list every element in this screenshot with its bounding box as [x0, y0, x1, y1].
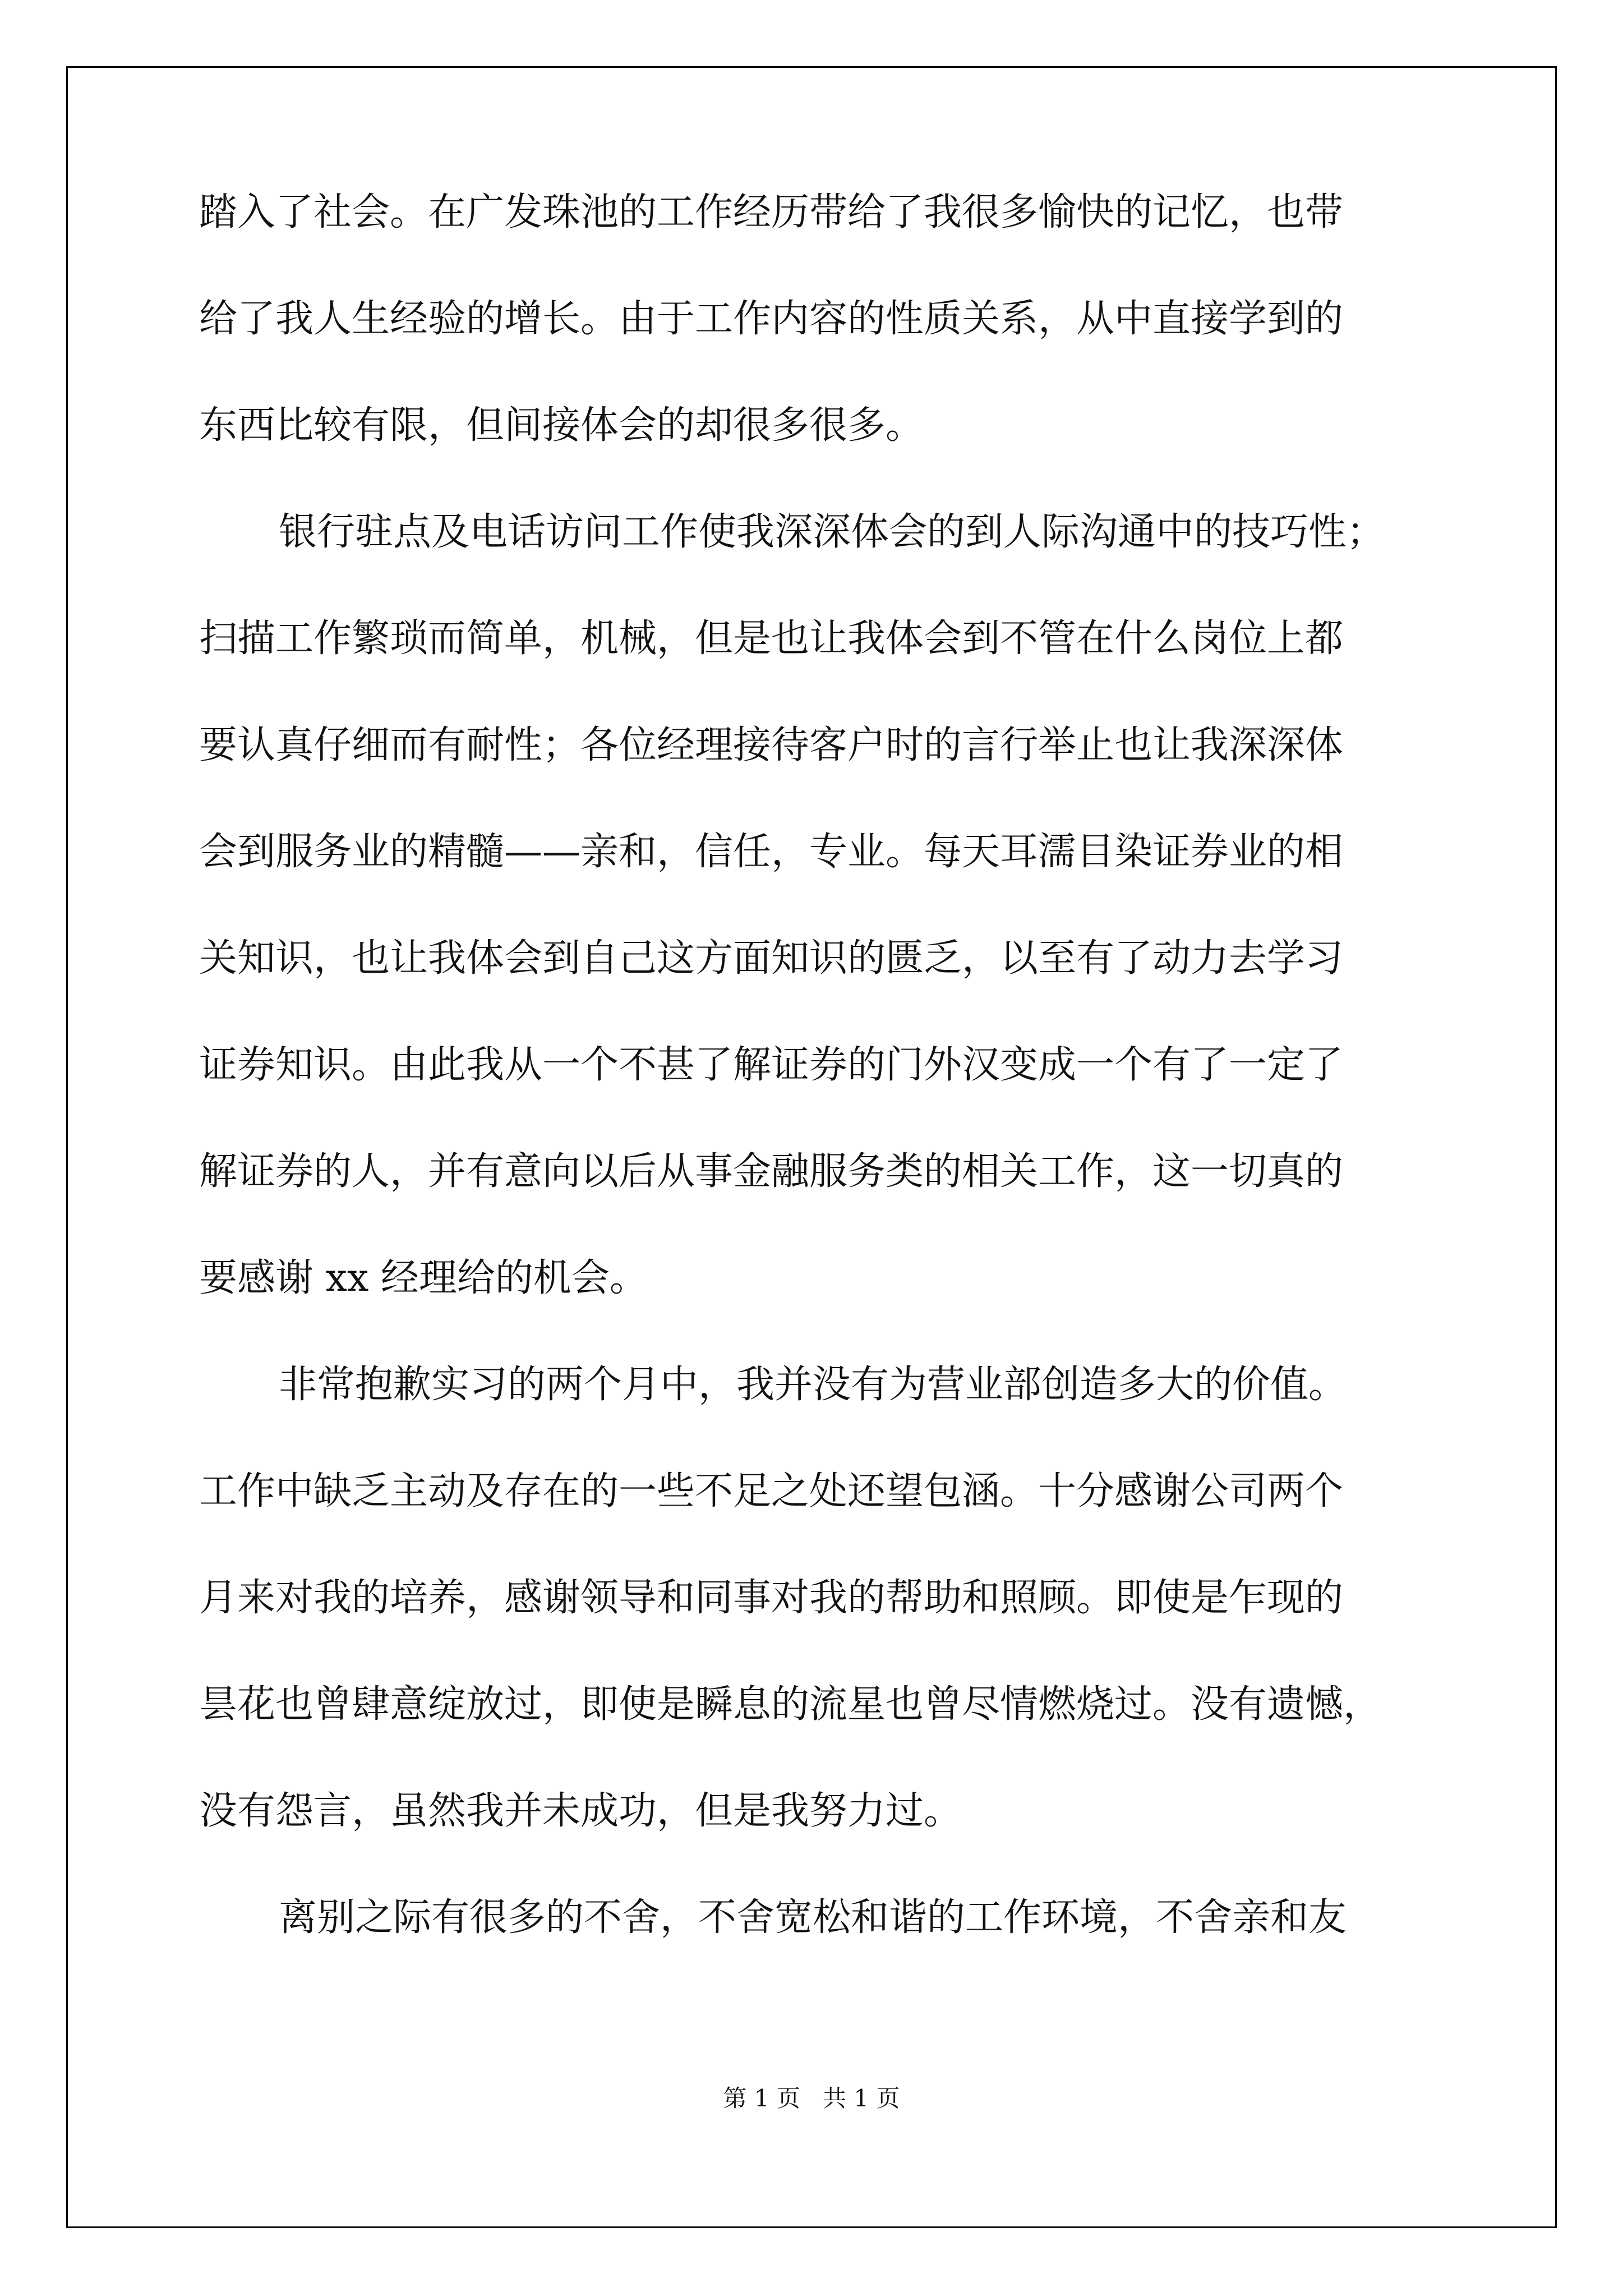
paragraph-first-line: 离别之际有很多的不舍，不舍宽松和谐的工作环境，不舍亲和友	[279, 1895, 1347, 1940]
text-line: 昙花也曾肆意绽放过，即使是瞬息的流星也曾尽情燃烧过。没有遗憾，	[199, 1682, 1382, 1727]
text-line: 要认真仔细而有耐性；各位经理接待客户时的言行举止也让我深深体	[199, 723, 1344, 767]
text-line: 给了我人生经验的增长。由于工作内容的性质关系，从中直接学到的	[199, 297, 1344, 341]
text-line: 工作中缺乏主动及存在的一些不足之处还望包涵。十分感谢公司两个	[199, 1469, 1344, 1513]
text-line: 解证券的人，并有意向以后从事金融服务类的相关工作，这一切真的	[199, 1149, 1344, 1194]
text-line: 踏入了社会。在广发珠池的工作经历带给了我很多愉快的记忆，也带	[199, 190, 1344, 234]
text-line: 月来对我的培养，感谢领导和同事对我的帮助和照顾。即使是乍现的	[199, 1576, 1344, 1620]
text-line: 扫描工作繁琐而简单，机械，但是也让我体会到不管在什么岗位上都	[199, 616, 1344, 661]
text-line: 证券知识。由此我从一个不甚了解证券的门外汉变成一个有了一定了	[199, 1043, 1344, 1087]
page-number: 第 1 页	[723, 2085, 800, 2112]
text-line: 东西比较有限，但间接体会的却很多很多。	[199, 403, 924, 448]
paragraph-first-line: 银行驻点及电话访问工作使我深深体会的到人际沟通中的技巧性；	[279, 510, 1385, 554]
text-line: 要感谢 xx 经理给的机会。	[199, 1256, 648, 1300]
text-line: 没有怨言，虽然我并未成功，但是我努力过。	[199, 1789, 962, 1833]
paragraph-first-line: 非常抱歉实习的两个月中，我并没有为营业部创造多大的价值。	[279, 1363, 1347, 1407]
text-line: 会到服务业的精髓——亲和，信任，专业。每天耳濡目染证券业的相	[199, 830, 1344, 874]
text-line: 关知识，也让我体会到自己这方面知识的匮乏，以至有了动力去学习	[199, 936, 1344, 981]
page-total: 共 1 页	[823, 2085, 900, 2112]
page-footer	[0, 2080, 1623, 2114]
